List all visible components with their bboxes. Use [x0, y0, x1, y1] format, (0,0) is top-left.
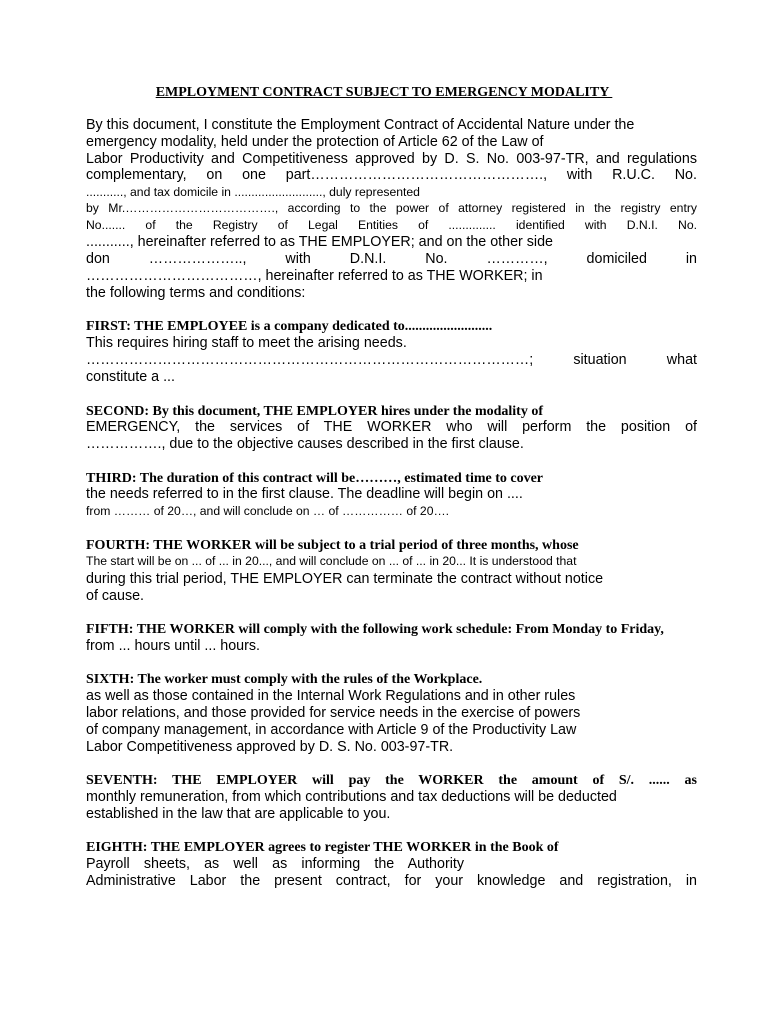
clause-seventh-line-2: monthly remuneration, from which contributions and tax deductions will be deducted [86, 789, 617, 805]
clause-second-line-2: EMERGENCY, the services of THE WORKER who will perform the position of [86, 419, 697, 435]
clause-eighth-line-3: Administrative Labor the present contract, for your knowledge and registration, in [86, 873, 697, 889]
document-title: EMPLOYMENT CONTRACT SUBJECT TO EMERGENCY MODALITY [155, 85, 613, 100]
intro-line-11: the following terms and conditions: [86, 285, 306, 301]
clause-eighth-line-2: Payroll sheets, as well as informing the Authority [86, 856, 464, 872]
intro-line-6: by Mr.………………………………., according to the power of attorney registered in the registry entry [86, 201, 697, 215]
intro-line-8: ..........., hereinafter referred to as THE EMPLOYER; and on the other side [86, 234, 553, 250]
clause-second-heading: SECOND: By this document, THE EMPLOYER hires under the modality of [86, 404, 543, 419]
clause-third-line-2: the needs referred to in the first clause. The deadline will begin on .... [86, 486, 523, 502]
clause-fourth-line-3: during this trial period, THE EMPLOYER can terminate the contract without notice [86, 571, 604, 587]
clause-eighth-heading: EIGHTH: THE EMPLOYER agrees to register THE WORKER in the Book of [86, 840, 559, 855]
intro-line-5: ..........., and tax domicile in .........................., duly represented [86, 185, 420, 199]
clause-first-line-3: …………………………………………………………………………………; situation what [86, 352, 697, 368]
intro-line-9: don ……………….., with D.N.I. No. …………, domiciled in [86, 251, 697, 267]
clause-second-line-3: ……………., due to the objective causes described in the first clause. [86, 436, 524, 452]
clause-sixth-line-3: labor relations, and those provided for service needs in the exercise of powers [86, 705, 581, 721]
clause-third-heading: THIRD: The duration of this contract will be………, estimated time to cover [86, 471, 544, 486]
clause-fourth-line-2: The start will be on ... of ... in 20..., and will conclude on ... of ... in 20... It is understood that [86, 554, 577, 568]
clause-fifth-line-2: from ... hours until ... hours. [86, 638, 261, 654]
clause-seventh-line-3: established in the law that are applicable to you. [86, 806, 391, 822]
clause-third-line-3: from ……… of 20…, and will conclude on … of …………… of 20…. [86, 504, 450, 518]
intro-line-4: complementary, on one part…………………………………………., with R.U.C. No. [86, 167, 697, 183]
clause-fourth-line-4: of cause. [86, 588, 145, 604]
intro-line-3: Labor Productivity and Competitiveness approved by D. S. No. 003-97-TR, and regulations [86, 151, 697, 167]
clause-fifth-heading: FIFTH: THE WORKER will comply with the following work schedule: From Monday to Friday, [86, 622, 664, 637]
clause-sixth-line-2: as well as those contained in the Internal Work Regulations and in other rules [86, 688, 576, 704]
clause-seventh-heading: SEVENTH: THE EMPLOYER will pay the WORKER the amount of S/. ...... as [86, 773, 697, 788]
clause-first-line-4: constitute a ... [86, 369, 176, 385]
clause-fourth-heading: FOURTH: THE WORKER will be subject to a trial period of three months, whose [86, 538, 579, 553]
intro-line-10: ………………………………, hereinafter referred to as THE WORKER; in [86, 268, 543, 284]
intro-line-1: By this document, I constitute the Employment Contract of Accidental Nature under the [86, 117, 635, 133]
intro-line-7: No....... of the Registry of Legal Entities of .............. identified with D.N.I. No. [86, 218, 697, 232]
clause-sixth-heading: SIXTH: The worker must comply with the rules of the Workplace. [86, 672, 483, 687]
clause-first-heading: FIRST: THE EMPLOYEE is a company dedicated to......................... [86, 319, 493, 334]
clause-sixth-line-4: of company management, in accordance with Article 9 of the Productivity Law [86, 722, 577, 738]
clause-first-line-2: This requires hiring staff to meet the arising needs. [86, 335, 407, 351]
intro-line-2: emergency modality, held under the protection of Article 62 of the Law of [86, 134, 544, 150]
clause-sixth-line-5: Labor Competitiveness approved by D. S. No. 003-97-TR. [86, 739, 454, 755]
